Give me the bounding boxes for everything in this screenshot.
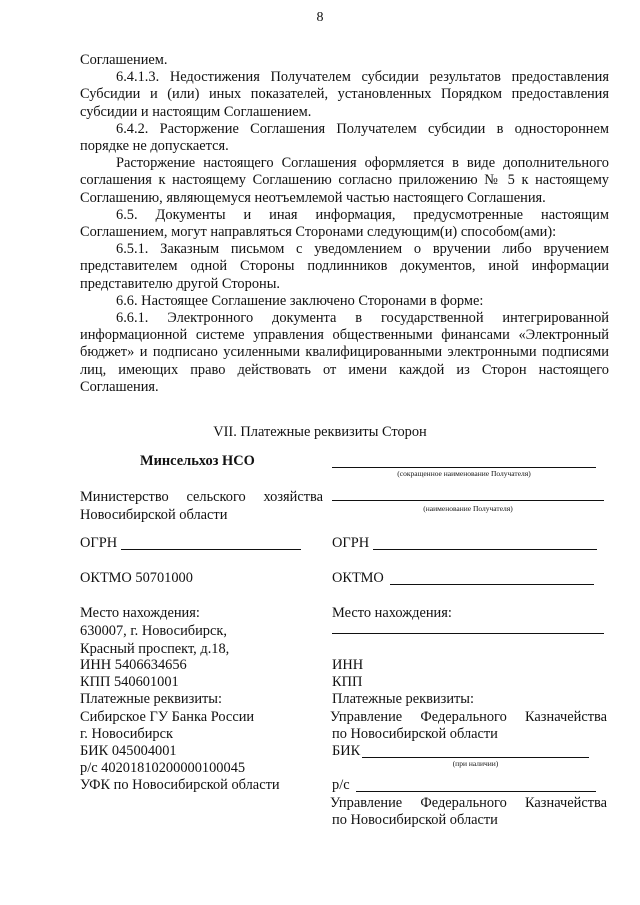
left-payment-label: Платежные реквизиты: [80, 691, 222, 707]
left-address-label: Место нахождения: [80, 605, 200, 621]
left-full-name-line1: Министерство сельского хозяйства [80, 489, 323, 505]
right-treasury-line1: Управление Федерального Казначейства [330, 709, 607, 725]
left-short-name: Минсельхоз НСО [140, 453, 255, 469]
paragraph: Соглашением. [80, 52, 168, 68]
right-treasury2-line2: по Новосибирской области [332, 812, 498, 828]
right-bik-line [362, 757, 589, 758]
right-short-name-caption: (сокращенное наименование Получателя) [397, 469, 531, 478]
left-oktmo: ОКТМО 50701000 [80, 570, 193, 586]
left-address-line1: 630007, г. Новосибирск, [80, 623, 227, 639]
page-number: 8 [316, 10, 324, 25]
right-ogrn-line [373, 549, 597, 550]
left-account: р/с 40201810200000100045 [80, 760, 246, 776]
left-bank-line1: Сибирское ГУ Банка России [80, 709, 255, 725]
right-treasury2-line1: Управление Федерального Казначейства [330, 795, 607, 811]
section-title: VII. Платежные реквизиты Сторон [213, 424, 427, 440]
right-address-label: Место нахождения: [332, 605, 452, 621]
right-full-name-line [332, 500, 604, 501]
right-oktmo-line [390, 584, 594, 585]
paragraph: Расторжение настоящего Соглашения оформляется в виде дополнительного соглашения к настоящему Соглашению согласно приложению № 5 к настоящему Соглашению, являющемуся неотъемлемой частью настоящего Соглашения. [80, 155, 609, 206]
right-account-label: р/с [332, 777, 350, 793]
right-bik-caption: (при наличии) [452, 759, 499, 768]
right-ogrn-label: ОГРН [332, 535, 370, 551]
right-account-line [356, 791, 596, 792]
paragraph: 6.5.1. Заказным письмом с уведомлением о вручении либо вручением представителем одной Стороны подлинников документов, иной информации представителю другой Стороны. [80, 241, 609, 292]
paragraph: 6.6.1. Электронного документа в государственной интегрированной информационной системе управления общественными финансами «Электронный бюджет» и подписано усиленными квалифицированными электронными подписями лиц, имеющих право действовать от имени каждой из Сторон настоящего Соглашения. [80, 310, 609, 395]
left-ufk: УФК по Новосибирской области [80, 777, 280, 793]
left-full-name-line2: Новосибирской области [80, 507, 228, 523]
right-short-name-line [332, 467, 596, 468]
paragraph: 6.4.1.3. Недостижения Получателем субсидии результатов предоставления Субсидии и (или) иных показателей, установленных Порядком предоставления субсидии и настоящим Соглашением. [80, 69, 609, 120]
right-oktmo-label: ОКТМО [332, 570, 384, 586]
left-kpp: КПП 540601001 [80, 674, 179, 690]
paragraph: 6.5. Документы и иная информация, предусмотренные настоящим Соглашением, могут направляться Сторонами следующим(и) способом(ами): [80, 206, 609, 241]
left-ogrn-label: ОГРН [80, 535, 118, 551]
paragraph: 6.6. Настоящее Соглашение заключено Сторонами в форме: [116, 292, 484, 309]
right-address-line [332, 633, 604, 634]
right-full-name-caption: (наименование Получателя) [423, 504, 513, 513]
left-ogrn-line [121, 549, 301, 550]
left-address-line2: Красный проспект, д.18, [80, 641, 230, 657]
right-treasury-line2: по Новосибирской области [332, 726, 498, 742]
right-kpp-label: КПП [332, 674, 363, 690]
right-bik-label: БИК [332, 743, 361, 759]
right-inn-label: ИНН [332, 657, 364, 673]
right-payment-label: Платежные реквизиты: [332, 691, 474, 707]
agreement-body-text [80, 52, 609, 396]
left-bik: БИК 045004001 [80, 743, 177, 759]
left-inn: ИНН 5406634656 [80, 657, 187, 673]
paragraph: 6.4.2. Расторжение Соглашения Получателем субсидии в одностороннем порядке не допускается. [80, 120, 609, 155]
left-bank-line2: г. Новосибирск [80, 726, 173, 742]
